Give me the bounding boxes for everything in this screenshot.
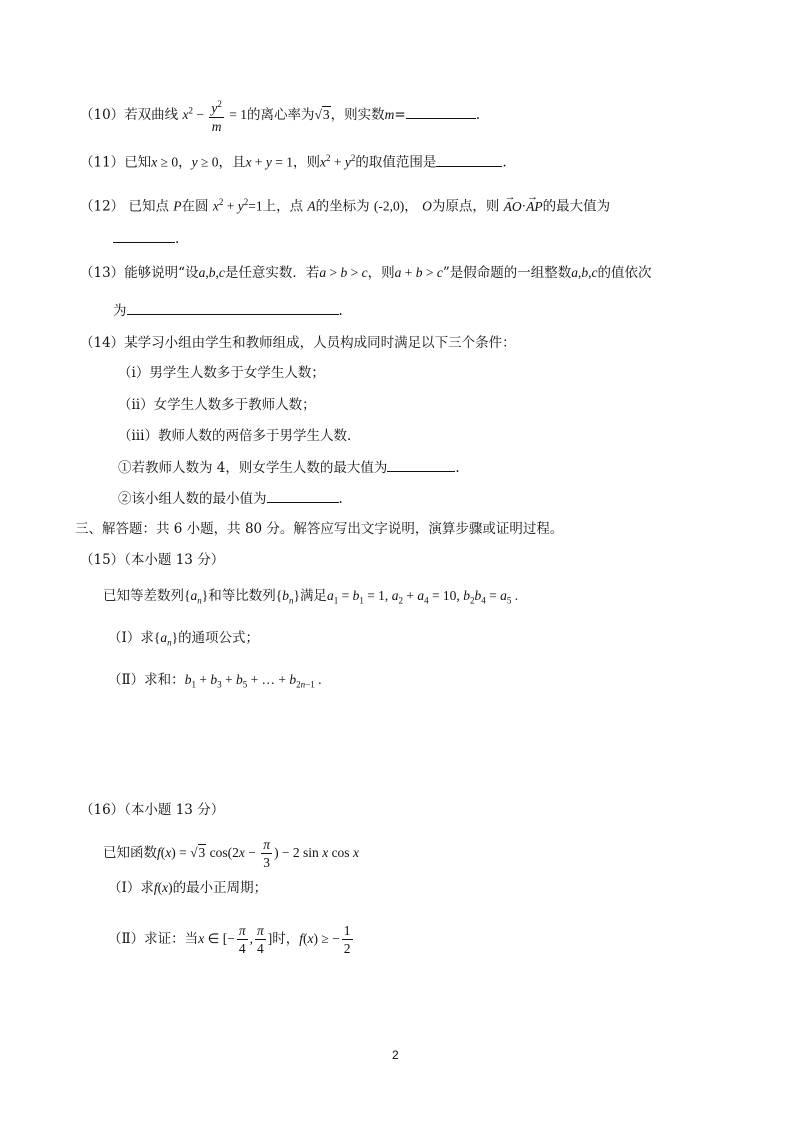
fraction: $\frac{\pi}{3}$: [263, 837, 271, 870]
question-13-answer-line: 为 .: [113, 300, 343, 321]
section-heading: 三、解答题：共 6 小题，共 80 分。解答应写出文字说明，演算步骤或证明过程。: [75, 521, 564, 537]
sub-question-2: ②该小组人数的最小值为 .: [118, 488, 343, 509]
question-11: （11）已知x ≥ 0，y ≥ 0，且x + y = 1，则$x^2 + y^2$的取值范围是 .: [80, 153, 507, 171]
vector-AO: → AO: [504, 197, 522, 217]
sub-question-1: ①若教师人数为 4，则女学生人数的最大值为 .: [118, 457, 460, 478]
answer-blank[interactable]: [267, 488, 339, 503]
answer-blank[interactable]: [113, 228, 175, 243]
answer-blank[interactable]: [436, 152, 502, 167]
page-number: 2: [392, 1048, 399, 1062]
question-15-statement: 已知等差数列$\{a_n\}$和等比数列$\{b_n\}$满足$a_1 = b_1 = 1$, $a_2 + a_4 = 10$, $b_2b_4 = a_5$ .: [103, 588, 519, 606]
fraction: $\frac{\pi}{4}$: [256, 923, 264, 956]
question-14: （14）某学习小组由学生和教师组成，人员构成同时满足以下三个条件：: [80, 335, 516, 351]
fraction: $\frac{1}{2}$: [343, 923, 351, 956]
question-15-part-2: （Ⅱ）求和：$b_1 + b_3 + b_5$ + … + $b_{2n-1}$ .: [108, 672, 322, 690]
question-15-header: （15）（本小题 13 分）: [80, 552, 225, 568]
question-13: （13）能够说明“设a,b,c是任意实数．若a > b > c，则a + b > c”是假命题的一组整数a,b,c的值依次: [80, 265, 652, 281]
fraction: $\frac{\pi}{4}$: [238, 923, 246, 956]
question-12-answer-line: .: [113, 228, 179, 249]
sqrt-3: √3: [314, 106, 330, 122]
condition-1: （ⅰ）男学生人数多于女学生人数；: [118, 365, 325, 381]
question-16-header: （16）（本小题 13 分）: [80, 802, 225, 818]
answer-blank[interactable]: [406, 104, 476, 119]
question-16-part-1: （Ⅰ）求f(x)的最小正周期；: [108, 880, 268, 896]
condition-2: （ⅱ）女学生人数多于教师人数；: [118, 397, 316, 413]
sqrt-3: √3: [190, 845, 206, 860]
condition-3: （ⅲ）教师人数的两倍多于男学生人数．: [118, 428, 361, 444]
question-12: （12） 已知点 P在圆 $x^2 + y^2=1$上，点 A的坐标为 (-2,0)， O为原点，则 → AO·→ AP的最大值为: [80, 192, 610, 217]
question-15-part-1: （Ⅰ）求$\{a_n\}$的通项公式；: [108, 630, 260, 648]
fraction: $\frac{y^2}{m}$: [209, 96, 224, 135]
question-16-part-2: （Ⅱ）求证：当x ∈ [− $\frac{\pi}{4}$ , $\frac{\pi}{4}$ ]时，f(x) ≥ − $\frac{1}{2}$: [108, 923, 351, 956]
answer-blank[interactable]: [127, 300, 339, 315]
question-16-statement: 已知函数f(x) = √3 cos(2x − $\frac{\pi}{3}$ ) − 2 sin x cos x: [103, 837, 359, 870]
question-10: （10）若双曲线 $x^2$ − $\frac{y^2}{m}$ = 1的离心率为√3，则实数m= .: [80, 96, 480, 135]
vector-AP: → AP: [526, 197, 543, 217]
answer-blank[interactable]: [387, 457, 455, 472]
